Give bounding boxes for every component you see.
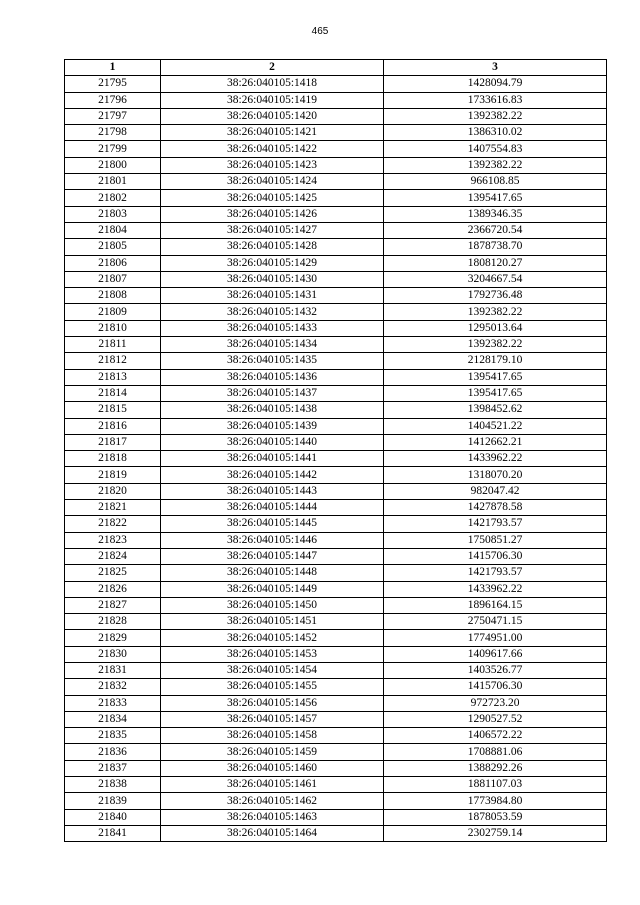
- column-header-2: 2: [161, 60, 384, 76]
- row-number-cell: 21838: [65, 777, 161, 793]
- row-number-cell: 21799: [65, 141, 161, 157]
- table-row: [65, 711, 607, 727]
- cadastral-number-cell: 38:26:040105:1420: [161, 108, 384, 124]
- table-row: [65, 532, 607, 548]
- row-number-cell: 21817: [65, 434, 161, 450]
- cadastral-number-cell: 38:26:040105:1422: [161, 141, 384, 157]
- cadastral-number-cell: 38:26:040105:1441: [161, 451, 384, 467]
- row-number-cell: 21800: [65, 157, 161, 173]
- value-cell: 1750851.27: [384, 532, 607, 548]
- value-cell: 1773984.80: [384, 793, 607, 809]
- cadastral-number-cell: 38:26:040105:1443: [161, 483, 384, 499]
- value-cell: 1896164.15: [384, 597, 607, 613]
- cadastral-number-cell: 38:26:040105:1446: [161, 532, 384, 548]
- table-row: [65, 353, 607, 369]
- table-row: [65, 646, 607, 662]
- table-row: [65, 565, 607, 581]
- cadastral-number-cell: 38:26:040105:1436: [161, 369, 384, 385]
- cadastral-number-cell: 38:26:040105:1419: [161, 92, 384, 108]
- value-cell: 2366720.54: [384, 222, 607, 238]
- row-number-cell: 21796: [65, 92, 161, 108]
- cadastral-number-cell: 38:26:040105:1447: [161, 548, 384, 564]
- value-cell: 1733616.83: [384, 92, 607, 108]
- table-row: [65, 271, 607, 287]
- table-row: [65, 206, 607, 222]
- table-row: [65, 467, 607, 483]
- cadastral-number-cell: 38:26:040105:1445: [161, 516, 384, 532]
- value-cell: 2302759.14: [384, 825, 607, 841]
- table-row: [65, 174, 607, 190]
- row-number-cell: 21824: [65, 548, 161, 564]
- table-body: [65, 76, 607, 842]
- row-number-cell: 21823: [65, 532, 161, 548]
- value-cell: 1392382.22: [384, 108, 607, 124]
- row-number-cell: 21806: [65, 255, 161, 271]
- table-row: [65, 548, 607, 564]
- table-row: [65, 402, 607, 418]
- row-number-cell: 21797: [65, 108, 161, 124]
- cadastral-number-cell: 38:26:040105:1424: [161, 174, 384, 190]
- value-cell: 1808120.27: [384, 255, 607, 271]
- row-number-cell: 21802: [65, 190, 161, 206]
- cadastral-number-cell: 38:26:040105:1458: [161, 728, 384, 744]
- value-cell: 1395417.65: [384, 190, 607, 206]
- row-number-cell: 21819: [65, 467, 161, 483]
- row-number-cell: 21798: [65, 125, 161, 141]
- column-header-1: 1: [65, 60, 161, 76]
- table-row: [65, 141, 607, 157]
- cadastral-number-cell: 38:26:040105:1444: [161, 500, 384, 516]
- cadastral-number-cell: 38:26:040105:1457: [161, 711, 384, 727]
- table-row: [65, 581, 607, 597]
- table-row: [65, 777, 607, 793]
- value-cell: 1415706.30: [384, 679, 607, 695]
- row-number-cell: 21803: [65, 206, 161, 222]
- value-cell: 1404521.22: [384, 418, 607, 434]
- value-cell: 1428094.79: [384, 76, 607, 92]
- cadastral-number-cell: 38:26:040105:1451: [161, 614, 384, 630]
- table-row: [65, 630, 607, 646]
- table-row: [65, 451, 607, 467]
- value-cell: 2128179.10: [384, 353, 607, 369]
- table-row: [65, 320, 607, 336]
- cadastral-number-cell: 38:26:040105:1450: [161, 597, 384, 613]
- row-number-cell: 21841: [65, 825, 161, 841]
- row-number-cell: 21822: [65, 516, 161, 532]
- table-row: [65, 108, 607, 124]
- row-number-cell: 21804: [65, 222, 161, 238]
- page-number: 465: [311, 26, 329, 37]
- value-cell: 3204667.54: [384, 271, 607, 287]
- row-number-cell: 21807: [65, 271, 161, 287]
- table-row: [65, 385, 607, 401]
- cadastral-number-cell: 38:26:040105:1461: [161, 777, 384, 793]
- value-cell: 1774951.00: [384, 630, 607, 646]
- value-cell: 1427878.58: [384, 500, 607, 516]
- cadastral-number-cell: 38:26:040105:1453: [161, 646, 384, 662]
- table-row: [65, 728, 607, 744]
- value-cell: 1403526.77: [384, 662, 607, 678]
- table-header-row: [65, 60, 607, 76]
- cadastral-number-cell: 38:26:040105:1427: [161, 222, 384, 238]
- value-cell: 1389346.35: [384, 206, 607, 222]
- row-number-cell: 21811: [65, 337, 161, 353]
- value-cell: 966108.85: [384, 174, 607, 190]
- table-row: [65, 239, 607, 255]
- cadastral-number-cell: 38:26:040105:1448: [161, 565, 384, 581]
- cadastral-number-cell: 38:26:040105:1464: [161, 825, 384, 841]
- cadastral-number-cell: 38:26:040105:1459: [161, 744, 384, 760]
- cadastral-number-cell: 38:26:040105:1433: [161, 320, 384, 336]
- value-cell: 1392382.22: [384, 337, 607, 353]
- cadastral-number-cell: 38:26:040105:1430: [161, 271, 384, 287]
- value-cell: 1433962.22: [384, 451, 607, 467]
- row-number-cell: 21825: [65, 565, 161, 581]
- table-row: [65, 695, 607, 711]
- cadastral-number-cell: 38:26:040105:1421: [161, 125, 384, 141]
- value-cell: 1708881.06: [384, 744, 607, 760]
- value-cell: 1295013.64: [384, 320, 607, 336]
- cadastral-number-cell: 38:26:040105:1449: [161, 581, 384, 597]
- cadastral-number-cell: 38:26:040105:1455: [161, 679, 384, 695]
- cadastral-number-cell: 38:26:040105:1431: [161, 288, 384, 304]
- cadastral-number-cell: 38:26:040105:1439: [161, 418, 384, 434]
- row-number-cell: 21805: [65, 239, 161, 255]
- row-number-cell: 21827: [65, 597, 161, 613]
- row-number-cell: 21809: [65, 304, 161, 320]
- value-cell: 1386310.02: [384, 125, 607, 141]
- table-row: [65, 337, 607, 353]
- value-cell: 1878738.70: [384, 239, 607, 255]
- value-cell: 1398452.62: [384, 402, 607, 418]
- row-number-cell: 21834: [65, 711, 161, 727]
- cadastral-number-cell: 38:26:040105:1432: [161, 304, 384, 320]
- row-number-cell: 21832: [65, 679, 161, 695]
- cadastral-number-cell: 38:26:040105:1460: [161, 760, 384, 776]
- value-cell: 1392382.22: [384, 157, 607, 173]
- cadastral-number-cell: 38:26:040105:1454: [161, 662, 384, 678]
- table-row: [65, 744, 607, 760]
- table-row: [65, 76, 607, 92]
- value-cell: 1421793.57: [384, 516, 607, 532]
- row-number-cell: 21813: [65, 369, 161, 385]
- cadastral-number-cell: 38:26:040105:1425: [161, 190, 384, 206]
- table-row: [65, 825, 607, 841]
- value-cell: 1392382.22: [384, 304, 607, 320]
- table-row: [65, 614, 607, 630]
- table-row: [65, 304, 607, 320]
- table-row: [65, 483, 607, 499]
- cadastral-number-cell: 38:26:040105:1438: [161, 402, 384, 418]
- table-row: [65, 500, 607, 516]
- row-number-cell: 21821: [65, 500, 161, 516]
- table-row: [65, 369, 607, 385]
- table-row: [65, 190, 607, 206]
- cadastral-number-cell: 38:26:040105:1426: [161, 206, 384, 222]
- row-number-cell: 21833: [65, 695, 161, 711]
- data-table: [64, 59, 607, 842]
- value-cell: 1395417.65: [384, 385, 607, 401]
- value-cell: 1881107.03: [384, 777, 607, 793]
- cadastral-number-cell: 38:26:040105:1435: [161, 353, 384, 369]
- table-row: [65, 597, 607, 613]
- value-cell: 1415706.30: [384, 548, 607, 564]
- row-number-cell: 21840: [65, 809, 161, 825]
- table-row: [65, 125, 607, 141]
- cadastral-number-cell: 38:26:040105:1434: [161, 337, 384, 353]
- row-number-cell: 21836: [65, 744, 161, 760]
- row-number-cell: 21816: [65, 418, 161, 434]
- row-number-cell: 21835: [65, 728, 161, 744]
- value-cell: 1792736.48: [384, 288, 607, 304]
- value-cell: 1409617.66: [384, 646, 607, 662]
- table-row: [65, 760, 607, 776]
- table-row: [65, 434, 607, 450]
- cadastral-number-cell: 38:26:040105:1428: [161, 239, 384, 255]
- row-number-cell: 21815: [65, 402, 161, 418]
- row-number-cell: 21831: [65, 662, 161, 678]
- row-number-cell: 21812: [65, 353, 161, 369]
- row-number-cell: 21830: [65, 646, 161, 662]
- table-row: [65, 222, 607, 238]
- value-cell: 1878053.59: [384, 809, 607, 825]
- row-number-cell: 21837: [65, 760, 161, 776]
- table-row: [65, 92, 607, 108]
- value-cell: 1388292.26: [384, 760, 607, 776]
- value-cell: 1318070.20: [384, 467, 607, 483]
- row-number-cell: 21829: [65, 630, 161, 646]
- cadastral-number-cell: 38:26:040105:1463: [161, 809, 384, 825]
- value-cell: 972723.20: [384, 695, 607, 711]
- table-row: [65, 418, 607, 434]
- value-cell: 1421793.57: [384, 565, 607, 581]
- table-row: [65, 793, 607, 809]
- table-row: [65, 679, 607, 695]
- value-cell: 1290527.52: [384, 711, 607, 727]
- row-number-cell: 21814: [65, 385, 161, 401]
- value-cell: 982047.42: [384, 483, 607, 499]
- value-cell: 1395417.65: [384, 369, 607, 385]
- row-number-cell: 21839: [65, 793, 161, 809]
- row-number-cell: 21795: [65, 76, 161, 92]
- table-row: [65, 662, 607, 678]
- value-cell: 2750471.15: [384, 614, 607, 630]
- cadastral-number-cell: 38:26:040105:1437: [161, 385, 384, 401]
- row-number-cell: 21820: [65, 483, 161, 499]
- row-number-cell: 21808: [65, 288, 161, 304]
- table-row: [65, 157, 607, 173]
- value-cell: 1433962.22: [384, 581, 607, 597]
- table-row: [65, 516, 607, 532]
- table-row: [65, 809, 607, 825]
- column-header-3: 3: [384, 60, 607, 76]
- cadastral-number-cell: 38:26:040105:1462: [161, 793, 384, 809]
- cadastral-number-cell: 38:26:040105:1429: [161, 255, 384, 271]
- value-cell: 1412662.21: [384, 434, 607, 450]
- row-number-cell: 21801: [65, 174, 161, 190]
- cadastral-number-cell: 38:26:040105:1442: [161, 467, 384, 483]
- table-row: [65, 288, 607, 304]
- row-number-cell: 21828: [65, 614, 161, 630]
- row-number-cell: 21826: [65, 581, 161, 597]
- cadastral-number-cell: 38:26:040105:1423: [161, 157, 384, 173]
- value-cell: 1406572.22: [384, 728, 607, 744]
- value-cell: 1407554.83: [384, 141, 607, 157]
- row-number-cell: 21818: [65, 451, 161, 467]
- table-row: [65, 255, 607, 271]
- cadastral-number-cell: 38:26:040105:1440: [161, 434, 384, 450]
- cadastral-number-cell: 38:26:040105:1456: [161, 695, 384, 711]
- row-number-cell: 21810: [65, 320, 161, 336]
- cadastral-number-cell: 38:26:040105:1452: [161, 630, 384, 646]
- cadastral-number-cell: 38:26:040105:1418: [161, 76, 384, 92]
